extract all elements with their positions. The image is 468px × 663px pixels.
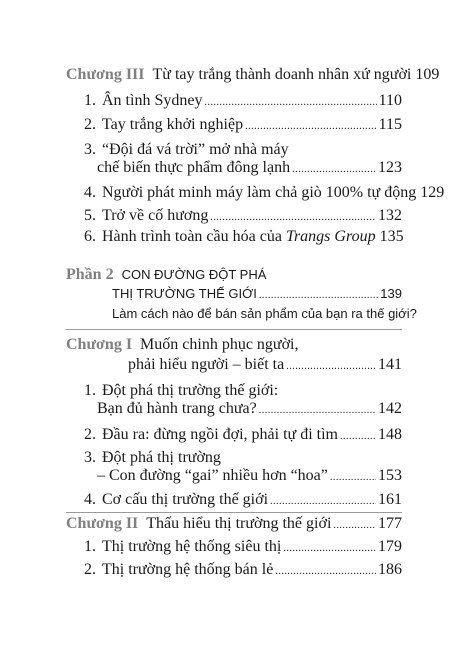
entry-number: 2. — [84, 561, 96, 578]
chapter-title: Thấu hiểu thị trường thế giới — [146, 515, 332, 532]
entry-number: 2. — [84, 426, 96, 443]
entry-title: Ân tình Sydney — [102, 92, 203, 109]
toc-entry-chapter-2[interactable] — [66, 515, 402, 533]
entry-title: Đầu ra: đừng ngồi đợi, phải tự đi tìm — [102, 426, 338, 443]
page-number: 139 — [380, 286, 402, 301]
entry-title-italic: Trangs Group — [285, 228, 376, 245]
leader-dots — [245, 121, 377, 132]
toc-entry-part-2-line1[interactable] — [66, 266, 402, 284]
entry-number: 2. — [84, 116, 96, 133]
page-number: 148 — [378, 426, 402, 443]
chapter-title-continued: phải hiểu người – biết ta — [128, 356, 285, 373]
entry-title-continued: Bạn đủ hành trang chưa? — [97, 400, 257, 417]
toc-entry[interactable] — [84, 116, 402, 134]
toc-entry-line2[interactable] — [97, 467, 402, 485]
leader-dots — [340, 431, 376, 442]
toc-entry[interactable] — [84, 426, 402, 444]
leader-dots — [270, 496, 376, 507]
part-title-continued: THỊ TRƯỜNG THẾ GIỚI — [112, 286, 257, 301]
chapter-title: Muốn chinh phục người, — [140, 336, 299, 353]
toc-entry[interactable] — [84, 184, 445, 202]
part-title: CON ĐƯỜNG ĐỘT PHÁ — [121, 267, 267, 282]
entry-number: 4. — [84, 491, 96, 508]
leader-dots — [275, 566, 376, 577]
toc-entry-line1[interactable] — [84, 449, 402, 467]
leader-dots — [210, 212, 376, 223]
entry-title: Hành trình toàn cầu hóa của — [102, 228, 286, 245]
leader-dots — [204, 97, 376, 108]
page-number: 142 — [378, 400, 402, 417]
leader-dots — [333, 520, 376, 531]
toc-entry[interactable] — [84, 538, 402, 556]
entry-number: 4. — [84, 184, 96, 201]
page-number: 132 — [378, 207, 402, 224]
chapter-label: Chương II — [66, 515, 139, 532]
toc-entry-chapter-1-line2[interactable] — [128, 356, 402, 374]
leader-dots — [283, 543, 376, 554]
chapter-label: Chương III — [66, 66, 145, 83]
page-number: 110 — [378, 92, 402, 109]
page-number: 177 — [378, 515, 402, 532]
chapter-title: Từ tay trắng thành doanh nhân xứ người — [152, 66, 412, 83]
part-subtitle-row — [112, 306, 417, 321]
entry-title: Thị trường hệ thống siêu thị — [102, 538, 282, 555]
chapter-label: Chương I — [66, 336, 133, 353]
page-number: 115 — [378, 116, 402, 133]
toc-entry[interactable] — [84, 228, 402, 246]
page-number: 153 — [378, 467, 402, 484]
leader-dots — [259, 405, 376, 416]
entry-title: Người phát minh máy làm chả giò 100% tự động — [102, 184, 417, 201]
leader-dots — [286, 361, 376, 372]
toc-entry[interactable] — [84, 207, 402, 225]
toc-entry-line2[interactable] — [97, 159, 402, 177]
entry-number: 1. — [84, 538, 96, 555]
leader-dots — [330, 472, 376, 483]
toc-entry-chapter-3[interactable] — [66, 66, 440, 84]
entry-number: 3. — [84, 449, 96, 466]
entry-title: Tay trắng khởi nghiệp — [102, 116, 244, 133]
toc-entry-part-2-line2[interactable] — [112, 286, 402, 301]
section-divider — [66, 512, 402, 513]
entry-title: Cơ cấu thị trường thế giới — [102, 491, 269, 508]
entry-number: 3. — [84, 141, 96, 158]
toc-entry[interactable] — [84, 561, 402, 579]
page-number: 135 — [379, 228, 404, 245]
entry-number: 5. — [84, 207, 96, 224]
toc-entry-chapter-1-line1[interactable] — [66, 336, 402, 354]
entry-number: 6. — [84, 228, 96, 245]
page-number: 186 — [378, 561, 402, 578]
entry-title: “Đội đá vá trời” mở nhà máy — [102, 141, 289, 158]
entry-number: 1. — [84, 382, 96, 399]
entry-number: 1. — [84, 92, 96, 109]
toc-entry[interactable] — [84, 92, 402, 110]
leader-dots — [259, 290, 378, 301]
page-number: 129 — [420, 184, 445, 201]
toc-entry[interactable] — [84, 491, 402, 509]
entry-title: Đột phá thị trường — [102, 449, 221, 466]
page-number: 141 — [378, 356, 402, 373]
entry-title-continued: chế biến thực phẩm đông lạnh — [97, 159, 291, 176]
entry-title-continued: – Con đường “gai” nhiều hơn “hoa” — [97, 467, 328, 484]
part-subtitle: Làm cách nào để bán sản phẩm của bạn ra thế giới? — [112, 306, 417, 321]
toc-entry-line1[interactable] — [84, 141, 402, 159]
page-number: 161 — [378, 491, 402, 508]
page-number: 123 — [378, 159, 402, 176]
entry-title: Trở về cố hương — [102, 207, 209, 224]
part-label: Phần 2 — [66, 266, 114, 283]
entry-title: Thị trường hệ thống bán lẻ — [102, 561, 274, 578]
entry-title: Đột phá thị trường thế giới: — [102, 382, 279, 399]
toc-entry-line2[interactable] — [97, 400, 402, 418]
page-number: 179 — [378, 538, 402, 555]
page-number: 109 — [415, 66, 440, 83]
toc-entry-line1[interactable] — [84, 382, 402, 400]
section-divider — [66, 329, 402, 330]
leader-dots — [292, 164, 376, 175]
